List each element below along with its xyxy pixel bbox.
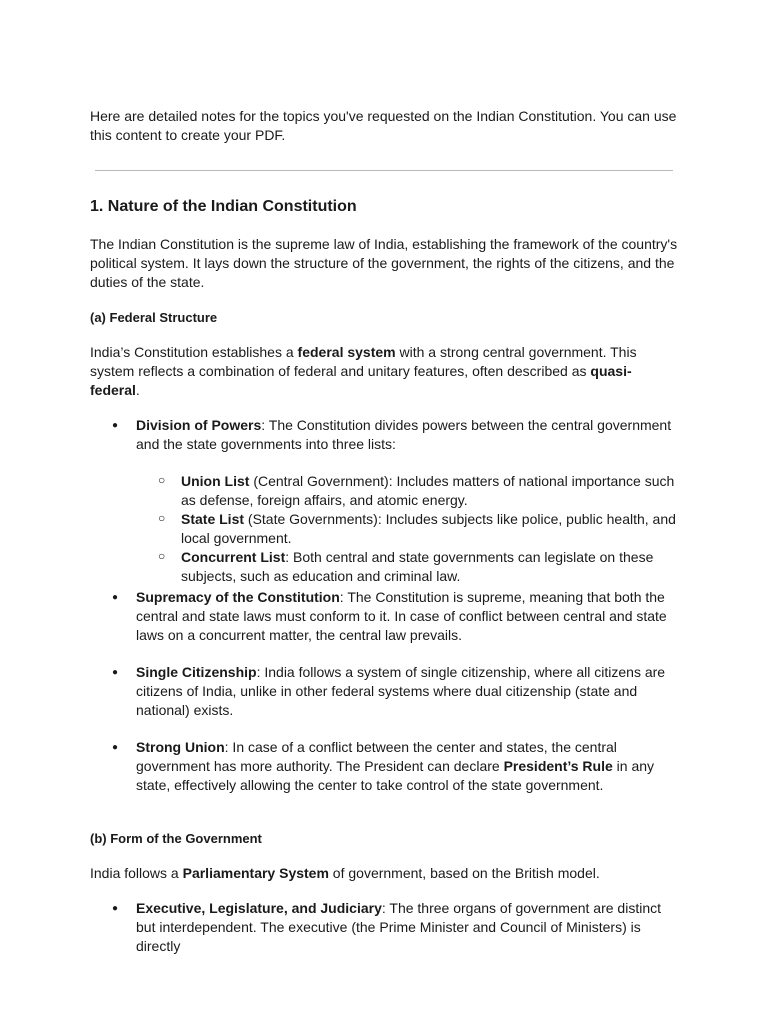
text-run: (State Governments): Includes subjects like police, public health, and local government.	[181, 511, 676, 546]
document-page	[90, 107, 680, 956]
bold-term: Strong Union	[136, 739, 225, 755]
list-item	[90, 588, 680, 645]
bold-term: quasi-federal	[90, 363, 632, 398]
bold-term: Executive, Legislature, and Judiciary	[136, 900, 382, 916]
list-item	[90, 738, 680, 795]
section-1-paragraph: The Indian Constitution is the supreme law of India, establishing the framework of the country's political system. It lays down the structure of the government, the rights of the citizens, and the duties of the state.	[90, 236, 678, 290]
government-features-list	[90, 899, 680, 956]
text-run: : The Constitution divides powers between the central government and the state governments into three lists:	[136, 417, 672, 452]
bold-term: Concurrent List	[181, 549, 286, 565]
bold-term: Supremacy of the Constitution	[136, 589, 340, 605]
bold-term: Union List	[181, 473, 250, 489]
federal-structure-paragraph	[90, 343, 680, 400]
bold-term: Division of Powers	[136, 417, 262, 433]
sublist-item	[136, 510, 680, 548]
subsection-a-heading: (a) Federal Structure	[90, 310, 218, 325]
sublist-item	[136, 548, 680, 586]
text-run: : In case of a conflict between the center and states, the central government has more authority. The President can declare	[136, 739, 617, 774]
bold-term: Parliamentary System	[182, 865, 329, 881]
text-run: .	[135, 382, 140, 398]
bold-term: federal system	[297, 344, 396, 360]
text-run: with a strong central government. This system reflects a combination of federal and unitary features, often described as	[90, 344, 637, 379]
horizontal-divider	[95, 170, 673, 171]
text-run: India’s Constitution establishes a	[90, 344, 298, 360]
subsection-b-heading: (b) Form of the Government	[90, 831, 262, 846]
sublist-item	[136, 472, 680, 510]
text-run: (Central Government): Includes matters of national importance such as defense, foreign affairs, and atomic energy.	[181, 473, 675, 508]
list-item	[90, 416, 680, 586]
intro-paragraph: Here are detailed notes for the topics you've requested on the Indian Constitution. You can use this content to create your PDF.	[90, 108, 677, 143]
federal-features-list	[90, 416, 680, 795]
list-item	[90, 899, 680, 956]
section-1-heading: 1. Nature of the Indian Constitution	[90, 198, 357, 215]
list-item	[90, 663, 680, 720]
three-lists-sublist	[136, 472, 680, 586]
text-run: in any state, effectively allowing the center to take control of the state government.	[136, 758, 655, 793]
bold-term: President’s Rule	[503, 758, 613, 774]
form-of-government-paragraph	[90, 864, 680, 883]
text-run: India follows a	[90, 865, 183, 881]
text-run: : India follows a system of single citizenship, where all citizens are citizens of India, unlike in other federal systems where dual citizenship (state and national) exists.	[136, 664, 666, 718]
text-run: of government, based on the British model.	[328, 865, 600, 881]
text-run: : The three organs of government are distinct but interdependent. The executive (the Prime Minister and Council of Ministers) is directly	[136, 900, 661, 954]
text-run: : Both central and state governments can legislate on these subjects, such as education and criminal law.	[181, 549, 654, 584]
bold-term: Single Citizenship	[136, 664, 257, 680]
text-run: : The Constitution is supreme, meaning that both the central and state laws must conform to it. In case of conflict between central and state laws on a concurrent matter, the central law prevails.	[136, 589, 667, 643]
bold-term: State List	[181, 511, 245, 527]
